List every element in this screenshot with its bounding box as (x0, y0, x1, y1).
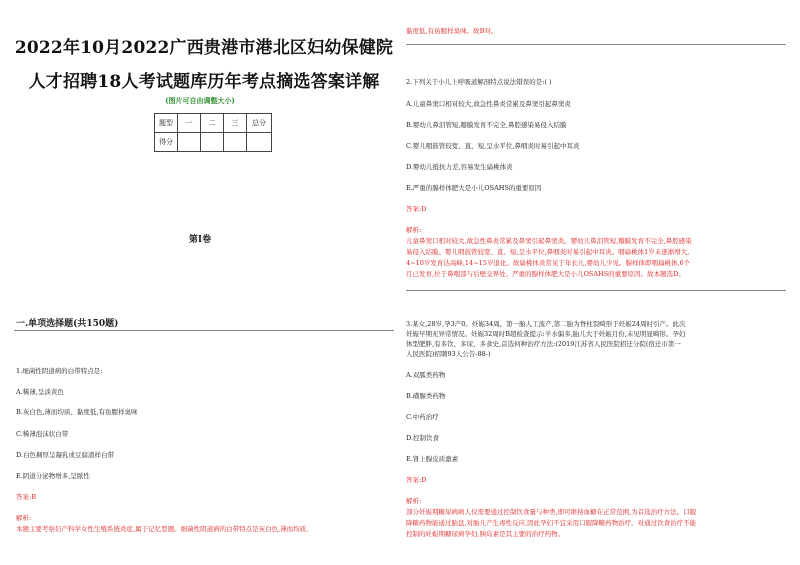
question-3-stem-line: 人民医院)招聘93人公告-88-) (406, 350, 491, 358)
score-cell: 二 (201, 114, 224, 133)
question-2-option-e: E.严重的腺样体肥大是小儿OSAHS的重要原因 (406, 184, 542, 192)
question-3-analysis-line: 控制的妊娠期糖尿病孕妇,胰岛素是其主要的治疗药物。 (406, 530, 565, 538)
question-2-option-d: D.婴幼儿抵抗力差,容易发生扁桃体炎 (406, 163, 513, 171)
question-3-answer: 答案:D (406, 476, 427, 484)
question-3-option-c: C.中药治疗 (406, 413, 439, 421)
question-3-analysis-label: 解析: (406, 497, 422, 505)
score-cell: 三 (224, 114, 247, 133)
question-2-answer: 答案:D (406, 205, 427, 213)
question-3-option-e: E.肾上腺皮质激素 (406, 455, 459, 463)
volume-label: 第I卷 (188, 235, 212, 245)
question-3-option-a: A.双胍类药物 (406, 371, 446, 379)
score-cell: 得分 (155, 133, 178, 152)
question-2-analysis-line: 儿童鼻窦口相对较大,故急性鼻炎常累及鼻窦引起鼻窦炎。婴幼儿鼻泪管短,瓣膜发育不完全,鼻腔感染 (406, 237, 692, 245)
question-3-analysis-line: 部分妊娠期糖尿病病人仅需要通过控制饮食量与种类,即可维持血糖在正常范围,为首选治疗方法。口服 (406, 508, 697, 516)
score-table-header-row (155, 114, 272, 133)
score-cell: 总分 (247, 114, 272, 133)
score-cell (247, 133, 272, 152)
right-column (400, 0, 800, 565)
section-divider (14, 330, 394, 331)
question-1-option-b: B.灰白色,薄而均质、黏度低,有鱼腥样臭味 (16, 408, 138, 416)
question-1-option-e: E.阴道分泌物增多,呈脓性 (16, 472, 90, 480)
question-divider (406, 44, 786, 45)
question-2-option-a: A.儿童鼻窦口相对较大,故急性鼻炎常累及鼻窦引起鼻窦炎 (406, 100, 571, 108)
question-3-stem-line: 3.某女,28岁,孕3产0。妊娠34周。第一胎人工流产,第二胎为脊柱裂畸形于妊娠24周时引产。此次 (406, 320, 686, 328)
question-3-analysis-line: 降糖药物能通过胎盘,对胎儿产生毒性反应,因此孕妇不宜采用口服降糖药物治疗。对通过饮食治疗不能 (406, 519, 697, 527)
question-divider (406, 290, 786, 291)
question-2-analysis-label: 解析: (406, 226, 422, 234)
question-3-option-b: B.磺脲类药物 (406, 392, 446, 400)
score-cell (224, 133, 247, 152)
question-2-stem: 2.下列关于小儿上呼吸道解剖特点说法错误的是:( ) (406, 78, 552, 86)
score-table (154, 113, 272, 152)
question-2-option-b: B.婴幼儿鼻泪管短,瓣膜发育不完全,鼻腔感染易侵入结膜 (406, 121, 567, 129)
score-cell: 题型 (155, 114, 178, 133)
question-3-option-d: D.控制饮食 (406, 434, 440, 442)
question-1-answer: 答案:B (16, 493, 36, 501)
score-cell (201, 133, 224, 152)
question-2-analysis-line: 4~10岁发育达高峰,14~15岁退化。故扁桃体炎常见于年长儿,婴幼儿少见。腺样体即咽扁桃体,6个 (406, 259, 691, 267)
score-table-value-row (155, 133, 272, 152)
question-1-analysis-continued: 黏度低,有鱼腥样臭味。故B对。 (406, 27, 498, 35)
question-1-option-d: D.白色稠厚呈凝乳或豆腐渣样白带 (16, 451, 115, 459)
question-1-option-c: C.稀薄泡沫状白带 (16, 430, 69, 438)
document-title-line-1: 2022年10月2022广西贵港市港北区妇幼保健院 (14, 38, 394, 58)
question-2-analysis-line: 月已发育,位于鼻咽部与后壁交界处。严重的腺样体肥大是小儿OSAHS的重要原因。故本题选D。 (406, 270, 685, 278)
question-2-analysis-line: 易侵入结膜。婴儿咽鼓管较宽、直、短,呈水平位,鼻咽炎时易引起中耳炎。咽扁桃体1岁末逐渐增大, (406, 248, 690, 256)
question-2-option-c: C.婴儿咽鼓管较宽、直、短,呈水平位,鼻咽炎时易引起中耳炎 (406, 142, 580, 150)
question-1-option-a: A.稀薄,呈淡黄色 (16, 388, 64, 396)
question-1-stem: 1.细菌性阴道病的白带特点是: (16, 367, 103, 375)
question-3-stem-line: 体型肥胖,有多饮、多尿、多食史,首选何种治疗方法:(2019江苏省人民医院招迁分院(宿迁市第一 (406, 340, 681, 348)
image-note: (图片可自由调整大小) (165, 96, 235, 105)
score-cell (178, 133, 201, 152)
section-title: 一.单项选择题(共150题) (16, 319, 119, 329)
score-cell: 一 (178, 114, 201, 133)
question-3-stem-line: 妊娠早期无异常情况。妊娠32周时B超检查提示:羊水偏多,胎儿大于妊娠月份,未见明显畸形。孕妇 (406, 330, 686, 338)
document-title-line-2: 人才招聘18人考试题库历年考点摘选答案详解 (28, 72, 380, 92)
question-1-analysis-label: 解析: (16, 514, 32, 522)
question-1-analysis-text: 本题主要考察妇产科学女性生殖系统炎症,属于记忆型题。细菌性阴道病的白带特点是灰白色,薄而均质, (16, 525, 309, 533)
